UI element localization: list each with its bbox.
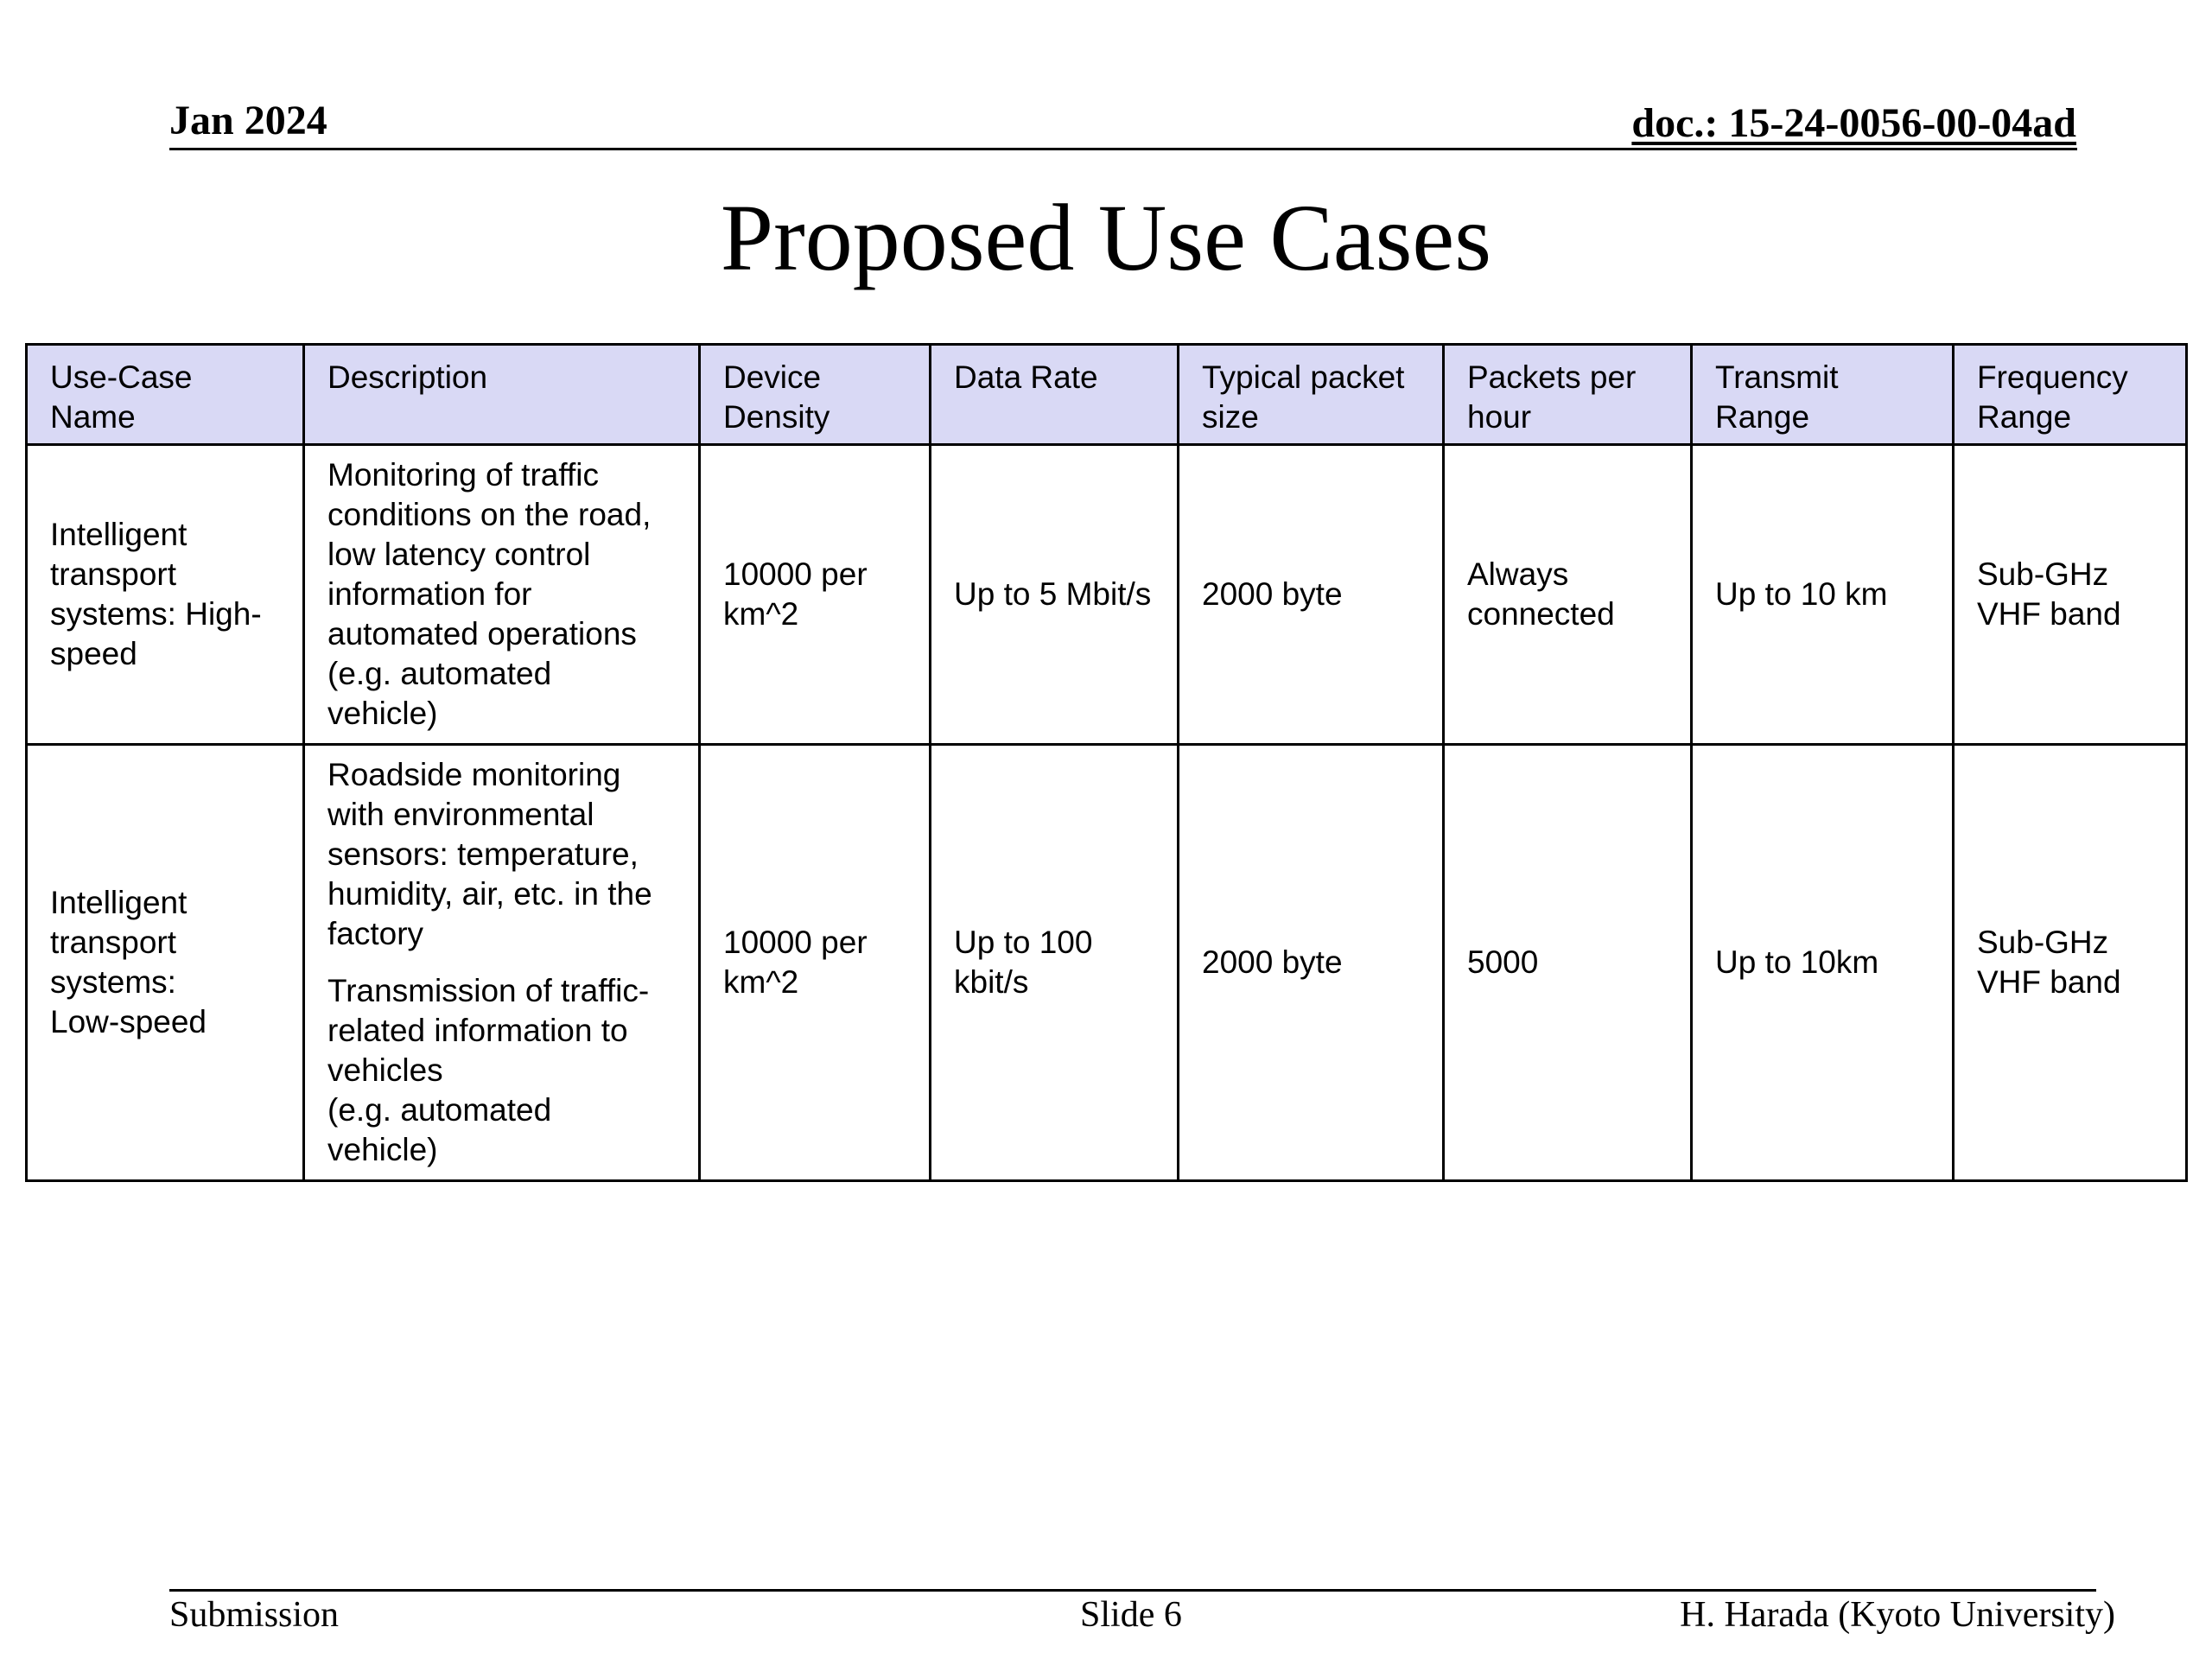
use-case-name-cell: Intelligent transport systems: High- speed (27, 445, 304, 745)
packets-per-hour-cell: Always connected (1444, 445, 1692, 745)
column-header: Frequency Range (1954, 345, 2187, 445)
slide-title: Proposed Use Cases (720, 185, 1492, 290)
data-rate-cell: Up to 100 kbit/s (931, 745, 1179, 1181)
table-row (27, 445, 2187, 745)
column-header: Transmit Range (1692, 345, 1954, 445)
device-density-cell: 10000 per km^2 (700, 745, 931, 1181)
footer-submission: Submission (169, 1595, 340, 1635)
header-divider (169, 148, 2077, 150)
packet-size-cell: 2000 byte (1179, 745, 1444, 1181)
column-header: Typical packet size (1179, 345, 1444, 445)
device-density-cell: 10000 per km^2 (700, 445, 931, 745)
column-header: Description (304, 345, 700, 445)
column-header: Device Density (700, 345, 931, 445)
footer-divider (169, 1589, 2096, 1592)
description-paragraph: Transmission of traffic- related information to vehicles (e.g. automated vehicle) (327, 973, 650, 1167)
column-header: Data Rate (931, 345, 1179, 445)
column-header: Packets per hour (1444, 345, 1692, 445)
footer-slide-number: Slide 6 (1080, 1595, 1182, 1635)
description-paragraph: Roadside monitoring with environmental sensors: temperature, humidity, air, etc. in the factory (327, 757, 652, 951)
description-cell (304, 745, 700, 1181)
packet-size-cell: 2000 byte (1179, 445, 1444, 745)
data-rate-cell: Up to 5 Mbit/s (931, 445, 1179, 745)
header-doc-id: doc.: 15-24-0056-00-04ad (1631, 100, 2076, 146)
transmit-range-cell: Up to 10 km (1692, 445, 1954, 745)
transmit-range-cell: Up to 10km (1692, 745, 1954, 1181)
frequency-range-cell: Sub-GHz VHF band (1954, 445, 2187, 745)
header-date: Jan 2024 (169, 98, 327, 143)
use-case-name-cell: Intelligent transport systems: Low-speed (27, 745, 304, 1181)
frequency-range-cell: Sub-GHz VHF band (1954, 745, 2187, 1181)
packets-per-hour-cell: 5000 (1444, 745, 1692, 1181)
table-row (27, 745, 2187, 1181)
column-header: Use-Case Name (27, 345, 304, 445)
footer-author: H. Harada (Kyoto University) (1680, 1595, 2115, 1635)
description-cell: Monitoring of traffic conditions on the road, low latency control information for automated operations (e.g. automated vehicle) (304, 445, 700, 745)
use-cases-table (25, 343, 2188, 1182)
table-header-row (27, 345, 2187, 445)
